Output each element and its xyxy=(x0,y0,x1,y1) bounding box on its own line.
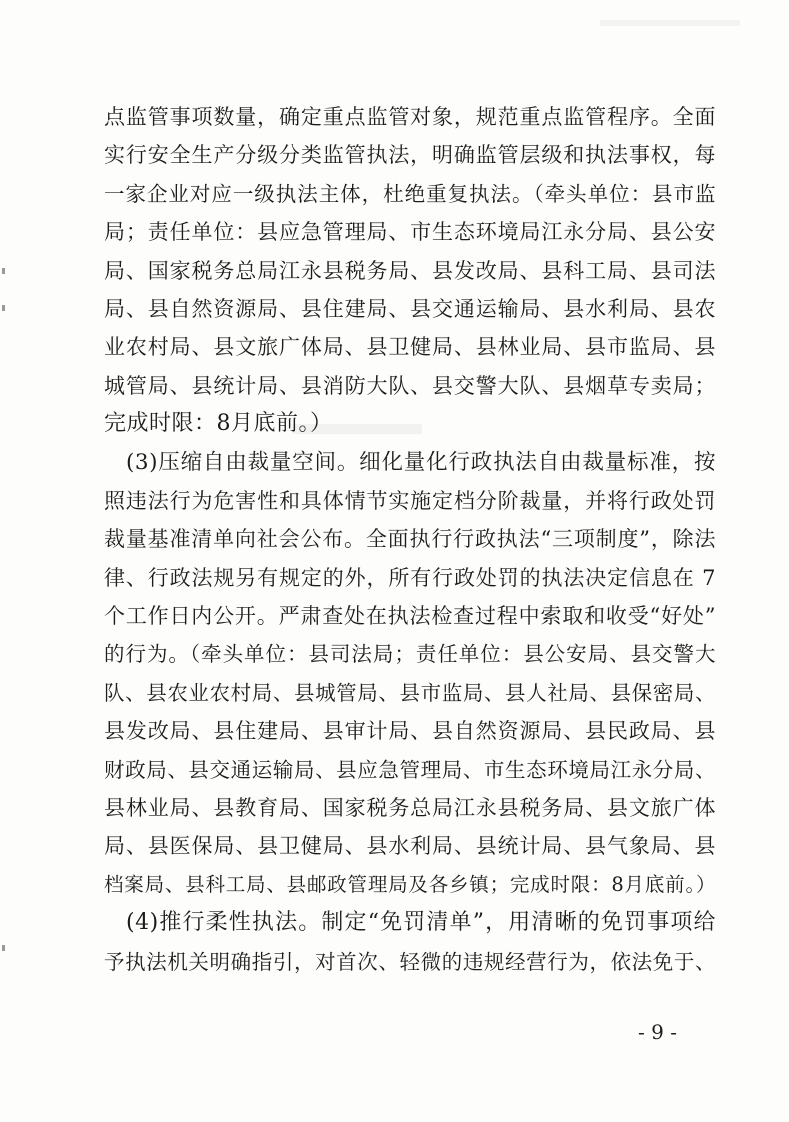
text-line: 县发改局、县住建局、县审计局、县自然资源局、县民政局、县 xyxy=(104,719,716,744)
scan-bleed-top xyxy=(600,20,740,26)
scan-speck xyxy=(2,305,5,311)
body-text xyxy=(104,98,716,981)
paragraph-3-first-line: (3)压缩自由裁量空间。细化量化行政执法自由裁量标准，按 xyxy=(126,449,716,475)
text-line: 档案局、县科工局、县邮政管理局及各乡镇；完成时限：8月底前。） xyxy=(104,872,716,896)
text-line: 完成时限：8月底前。） xyxy=(104,411,333,437)
text-line: 业农村局、县文旅广体局、县卫健局、县林业局、县市监局、县 xyxy=(104,335,716,360)
text-line: 裁量基准清单向社会公布。全面执行行政执法“三项制度”，除法 xyxy=(104,527,716,552)
text-line: 照违法行为危害性和具体情节实施定档分阶裁量，并将行政处罚 xyxy=(104,488,716,513)
scan-speck xyxy=(2,268,5,274)
text-line: 律、行政法规另有规定的外，所有行政处罚的执法决定信息在 7 xyxy=(104,565,716,590)
text-line: 实行安全生产分级分类监管执法，明确监管层级和执法事权，每 xyxy=(104,143,716,168)
scan-speck xyxy=(2,945,5,951)
text-line: 局、县医保局、县卫健局、县水利局、县统计局、县气象局、县 xyxy=(104,834,716,859)
text-line: 局、县自然资源局、县住建局、县交通运输局、县水利局、县农 xyxy=(104,296,716,321)
text-line: 局；责任单位：县应急管理局、市生态环境局江永分局、县公安 xyxy=(104,220,716,245)
paragraph-4-first-line: (4)推行柔性执法。制定“免罚清单”，用清晰的免罚事项给 xyxy=(126,910,716,936)
text-line: 一家企业对应一级执法主体，杜绝重复执法。（牵头单位：县市监 xyxy=(104,181,716,206)
text-line: 县林业局、县教育局、国家税务总局江永县税务局、县文旅广体 xyxy=(104,796,716,821)
text-line: 财政局、县交通运输局、县应急管理局、市生态环境局江永分局、 xyxy=(104,757,716,782)
text-line: 队、县农业农村局、县城管局、县市监局、县人社局、县保密局、 xyxy=(104,680,716,705)
text-line: 点监管事项数量，确定重点监管对象，规范重点监管程序。全面 xyxy=(104,105,716,129)
text-line: 局、国家税务总局江永县税务局、县发改局、县科工局、县司法 xyxy=(104,258,716,283)
text-line: 个工作日内公开。严肃查处在执法检查过程中索取和收受“好处” xyxy=(104,604,716,629)
text-line: 的行为。（牵头单位：县司法局；责任单位：县公安局、县交警大 xyxy=(104,642,716,667)
text-line: 予执法机关明确指引，对首次、轻微的违规经营行为，依法免于、 xyxy=(104,949,716,974)
text-line: 城管局、县统计局、县消防大队、县交警大队、县烟草专卖局； xyxy=(104,373,716,398)
page-number: - 9 - xyxy=(638,1020,677,1044)
